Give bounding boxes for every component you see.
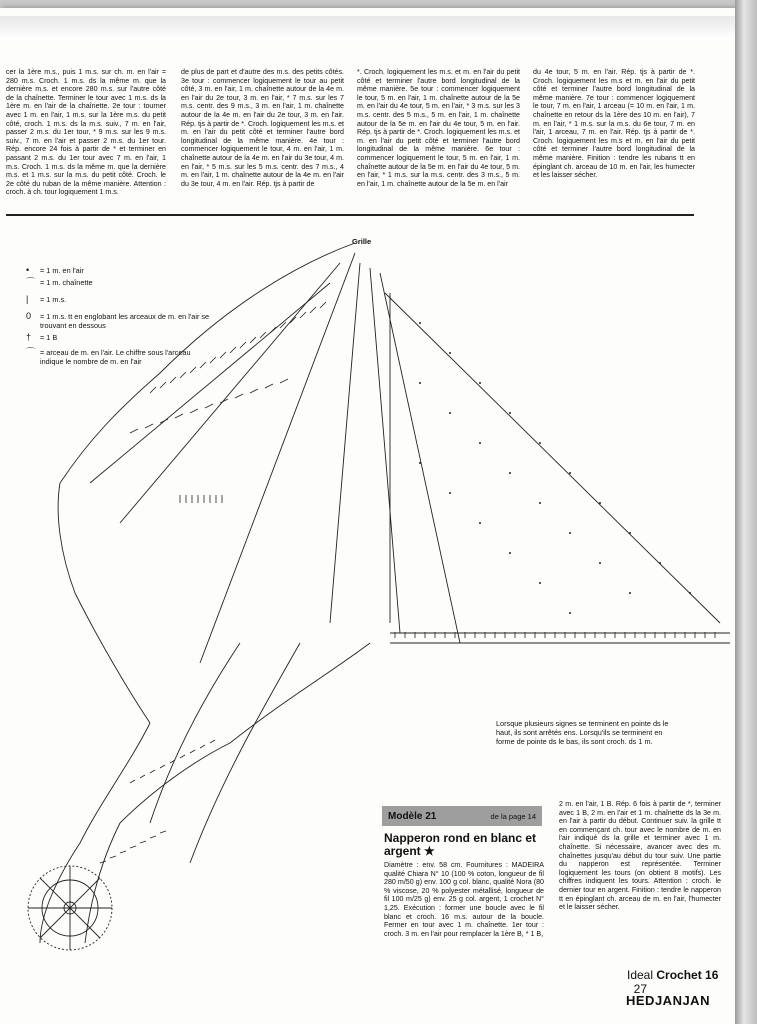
legend-symbol: ⌒ <box>26 347 36 357</box>
watermark: HEDJANJAN <box>626 993 710 1008</box>
modele-body: Diamètre : env. 58 cm. Fournitures : MADEIRA qualité Chiara N° 10 (100 % coton, longueur de fil 280 m/50 g) env. 100 g col. blanc, qualité Nora (80 % viscose, 20 % polyester métallisé, longueur de fil 100 m/25 g) env. 25 g col. argent, 1 crochet N° 1,25. Exécution : former une boucle avec le fil blanc et croch. 16 m.s. autour de la boucle. Fermer en tour avec 1 m. chaînette. 1er tour : croch. 3 m. en l'air pour remplacer la 1ère B, * 1 B, <box>384 861 544 938</box>
chart-note: Lorsque plusieurs signes se terminent en pointe ds le haut, ils sont arrêtés ens. Lorsqu'ils se terminent en forme de pointe ds le bas, ils sont croch. ds 1 m. <box>496 719 669 746</box>
legend-symbol: • <box>26 265 30 275</box>
legend-symbol: 0 <box>26 311 32 321</box>
modele-title: Napperon rond en blanc et argent ★ <box>384 831 537 858</box>
page-number: 27 <box>633 982 648 996</box>
text-column-4: du 4e tour, 5 m. en l'air. Rép. tjs à partir de *. Croch. logiquement les m.s et m. en l'air du petit côté et terminer l'autre bord longitudinal de la même manière. 7e tour : commencer logiquement le tour, 7 m. en l'air, 1 arceau (= 10 m. en l'air, 1 m. chaînette en retour ds la 1ère des 10 m. en l'air), 7 m. en l'air, * 1 m.s. sur la m.s. du 6e tour, 7 m. en l'air, 1 arceau, 7 m. en l'air. Rép. tjs à partir de *. Croch. logiquement les m.s et m. en l'air du petit côté et terminer l'autre bord longitudinal de la même manière. Finition : tendre les rubans tt en épinglant ch. arceau de 10 m. en l'air, les humecter et les laisser sécher. <box>533 68 695 180</box>
magazine-name: Ideal <box>627 968 654 982</box>
text-column-2: de plus de part et d'autre des m.s. des petits côtés. 3e tour : commencer logiquement le tour au petit côté, 3 m. en l'air, 1 m. chaînette autour de la 4e m. en l'air du 2e tour, 3 m. en l'air, * 7 m.s. sur les 7 m.s. centr. des 9 m.s., 3 m. en l'air, 1 m. chaînette autour de la 4e m. en l'air du 2e tour, 3 m. en l'air. Rép. tjs à partir de *. Croch. logiquement les m.s. et m. en l'air du petit côté et terminer l'autre bord longitudinal de la même manière. 4e tour : commencer logiquement le tour, 4 m. en l'air, 1 m. chaînette autour de la 4e m. en l'air du 3e tour, 4 m. en l'air, * 5 m.s. sur les 5 m.s. centr. des 7 m.s., 4 m. en l'air, 1 m. chaînette autour de la 4e m. en l'air du 3e tour, 4 m. en l'air. Rép. tjs à partir de <box>181 68 344 188</box>
chain-dots <box>419 322 691 614</box>
modele-header <box>382 806 542 826</box>
legend-text: = 1 B <box>40 333 58 342</box>
modele-continued: 2 m. en l'air, 1 B. Rép. 6 fois à partir de *, terminer avec 1 B, 2 m. en l'air et 1 m. chaînette ds la 3e m. en l'air à partir du début. Continuer suiv. la grille tt en commençant ch. tour avec le nombre de m. en l'air indiqué ds la grille et terminer avec 1 m. chaînette. Si nécessaire, avancer avec des m. chaînettes jusqu'au début du tour suiv. Une partie du napperon est représentée. Terminer logiquement les tours (on obtient 8 motifs). Les chiffres indiquent les tours. Attention : croch. le dernier tour en argent. Finition : tendre le napperon tt en épinglant ch. arceau de m. en l'air, l'humecter et le laisser sécher. <box>559 800 721 912</box>
legend-text: = 1 m.s. <box>40 295 67 304</box>
legend-text: = 1 m. chaînette <box>40 278 93 287</box>
page-fold <box>735 0 757 1024</box>
grille-label: Grille <box>352 237 372 246</box>
text-column-3: *. Croch. logiquement les m.s. et m. en l'air du petit côté et terminer l'autre bord longitudinal de la même manière. 5e tour : commencer logiquement le tour, 5 m. en l'air, 1 m. chaînette autour de la 5e m. en l'air du 4e tour, 5 m. en l'air, * 3 m.s. sur les 3 m.s. centr. des 5 m.s., 5 m. en l'air, 1 m. chaînette autour de la 5e m. en l'air du 4e tour, 5 m. en l'air. Rép. tjs à partir de *. Croch. logiquement les m.s. et m. en l'air du petit côté et terminer l'autre bord longitudinal de la même manière. 6e tour : commencer logiquement le tour, 5 m. en l'air, 1 m. chaînette autour de la 5e m. en l'air du 4e tour, 5 m. en l'air, * 1 m.s. sur la m.s. centr. des 3 m.s., 5 m. en l'air, 1 m. chaînette autour de la 5e m. en l'air <box>357 68 520 188</box>
magazine-issue: Crochet 16 <box>656 968 719 982</box>
page-reference: de la page 14 <box>490 811 536 821</box>
section-divider <box>6 214 694 216</box>
stitch-marks <box>100 302 715 863</box>
scan-edge <box>0 16 735 40</box>
page-footer <box>627 968 735 996</box>
legend-text: = arceau de m. en l'air. Le chiffre sous l'arceau indique le nombre de m. en l'air <box>40 348 191 366</box>
magazine-page <box>0 8 735 1024</box>
center-motif <box>28 866 112 950</box>
text-column-1: cer la 1ère m.s., puis 1 m.s. sur ch. m. en l'air = 280 m.s. Croch. 1 m.s. ds la même m. que la dernière m.s. et encore 280 m.s. sur l'autre côté de la chaînette. Terminer le tour avec 1 m.s. ds la 1ère m. en l'air de la chaînette. 2e tour : tourner avec 1 m. en l'air, 1 m.s. sur la 1ère m.s. du petit côté, croch. 1 m.s. ds la m.s. suiv., 7 m. en l'air, passer 2 m.s. du 1er tour, * 9 m.s. sur les 9 m.s. suiv., 7 m. en l'air et passer 2 m.s. du 1er tour. Rép. encore 24 fois à partir de * et terminer en passant 2 m.s. du 1er tour avec 7 m. en l'air, 1 m.s. Croch. 1 m.s. ds la même m. que la dernière m.s. et 1 m.s. sur la m.s. du petit côté. Croch. le 2e côté du ruban de la même manière. Attention : croch. à ch. tour logiquement 1 m.s. <box>6 68 166 197</box>
modele-label: Modèle 21 <box>388 810 437 822</box>
legend-symbol: | <box>26 294 29 304</box>
legend-text: = 1 m. en l'air <box>40 266 84 275</box>
legend-symbol: ⌒ <box>26 277 36 287</box>
legend-text: = 1 m.s. tt en englobant les arceaux de m. en l'air se trouvant en dessous <box>40 312 210 330</box>
legend-symbol: † <box>26 332 32 342</box>
